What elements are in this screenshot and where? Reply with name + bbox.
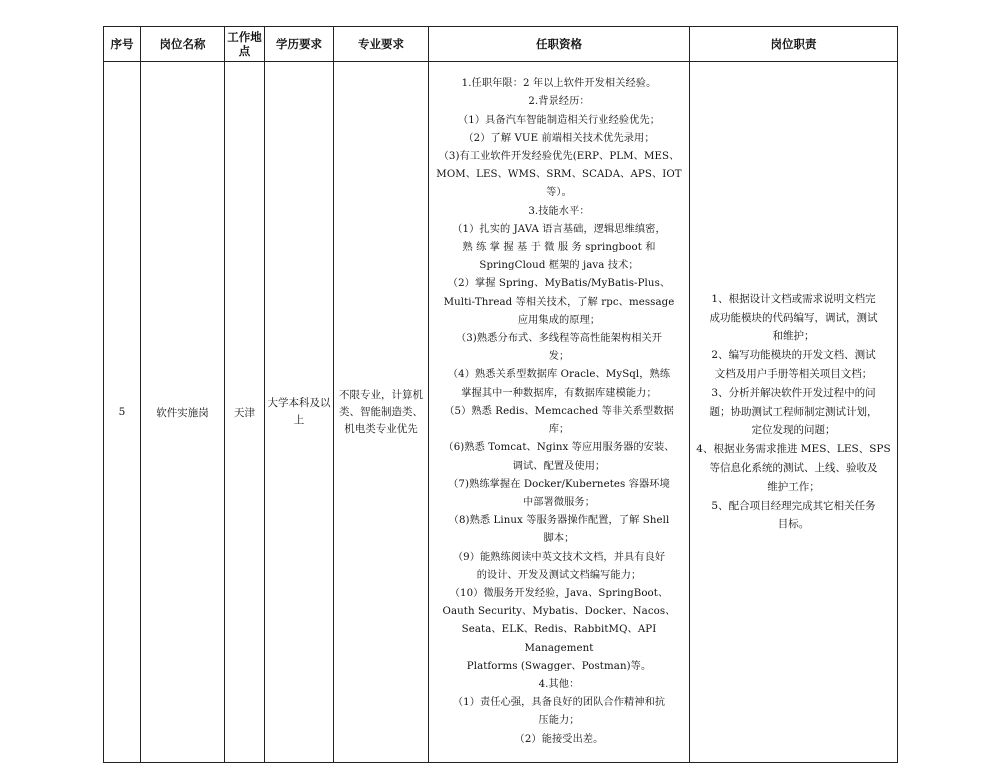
duty-line: 3、分析并解决软件开发过程中的问 [711, 386, 876, 399]
qualification-line: 库； [548, 424, 570, 436]
qualification-line: MOM、LES、WMS、SRM、SCADA、APS、IOT 等）。 [436, 169, 682, 199]
header-major: 专业要求 [334, 27, 429, 62]
qualification-line: 脚本； [543, 533, 575, 545]
duty-line: 5、配合项目经理完成其它相关任务 [711, 499, 876, 512]
qualification-line: （5）熟悉 Redis、Memcached 等非关系型数据 [444, 405, 674, 417]
qualification-line: （7)熟练掌握在 Docker/Kubernetes 容器环境 [448, 478, 670, 490]
header-location: 工作地点 [225, 27, 265, 62]
qualification-line: Multi-Thread 等相关技术，了解 rpc、message [443, 296, 675, 308]
cell-major: 不限专业，计算机类、智能制造类、机电类专业优先 [334, 62, 429, 763]
qualification-line: 4.其他： [538, 678, 580, 690]
duty-line: 1、根据设计文档或需求说明文档完 [711, 292, 876, 305]
duty-line: 目标。 [777, 518, 810, 531]
cell-education: 大学本科及以上 [265, 62, 334, 763]
qualification-line: Seata、ELK、Redis、RabbitMQ、API Management [461, 624, 657, 654]
duty-line: 维护工作； [767, 480, 820, 493]
table-header-row [104, 27, 898, 62]
qualification-line: （2）能接受出差。 [514, 733, 604, 745]
cell-duties [690, 62, 898, 763]
qualification-line: 压能力； [538, 715, 580, 727]
qualification-line: （3)有工业软件开发经验优先(ERP、PLM、MES、 [438, 151, 680, 163]
duty-line: 成功能模块的代码编写，调试，测试 [709, 311, 878, 324]
qualification-line: （1）扎实的 JAVA 语言基础，逻辑思维缜密， [452, 223, 666, 235]
duty-line: 2、编写功能模块的开发文档、测试 [711, 349, 876, 362]
table-row [104, 62, 898, 763]
qualification-line: 中部署微服务； [522, 496, 595, 508]
cell-index: 5 [104, 62, 141, 763]
qualification-line: SpringCloud 框架的 java 技术； [479, 260, 639, 272]
duty-line: 和维护； [772, 330, 815, 343]
qualification-line: 1.任职年限：2 年以上软件开发相关经验。 [461, 78, 657, 90]
header-duties: 岗位职责 [690, 27, 898, 62]
cell-position: 软件实施岗 [141, 62, 225, 763]
qualification-line: 熟 练 掌 握 基 于 微 服 务 springboot 和 [462, 242, 656, 254]
header-education: 学历要求 [265, 27, 334, 62]
qualification-line: （3)熟悉分布式、多线程等高性能架构相关开 [455, 333, 663, 345]
qualification-line: 的设计、开发及测试文档编写能力； [476, 569, 642, 581]
qualification-line: （8)熟悉 Linux 等服务器操作配置，了解 Shell [448, 515, 670, 527]
qualification-line: （2）了解 VUE 前端相关技术优先录用； [463, 132, 655, 144]
qualification-line: （6)熟悉 Tomcat、Nginx 等应用服务器的安装、 [443, 442, 675, 454]
qualification-line: 3.技能水平： [528, 205, 590, 217]
qualification-line: （10）微服务开发经验，Java、SpringBoot、 [449, 587, 669, 599]
qualification-line: （1）责任心强，具备良好的团队合作精神和抗 [452, 697, 666, 709]
qualification-line: 调试、配置及使用； [512, 460, 606, 472]
qualification-line: Platforms (Swagger、Postman)等。 [466, 660, 652, 672]
qualification-line: （1）具备汽车智能制造相关行业经验优先； [457, 114, 661, 126]
duty-line: 题；协助测试工程师制定测试计划， [709, 405, 878, 418]
duty-line: 文档及用户手册等相关项目文档； [714, 368, 873, 380]
qualification-line: （9）能熟练阅读中英文技术文档，并具有良好 [452, 551, 666, 563]
qualification-line: 2.背景经历： [528, 96, 590, 108]
cell-location: 天津 [225, 62, 265, 763]
qualification-line: 掌握其中一种数据库，有数据库建模能力； [461, 387, 657, 399]
qualification-line: 应用集成的原理； [517, 314, 601, 326]
header-index: 序号 [104, 27, 141, 62]
qualification-line: （4）熟悉关系型数据库 Oracle、MySql，熟练 [447, 369, 671, 381]
duty-line: 等信息化系统的测试、上线、验收及 [709, 461, 878, 474]
qualification-line: 发； [548, 351, 570, 363]
job-table [103, 26, 898, 763]
qualification-line: （2）掌握 Spring、MyBatis/MyBatis-Plus、 [447, 278, 671, 290]
duty-line: 定位发现的问题； [751, 424, 836, 437]
duty-line: 4、根据业务需求推进 MES、LES、SPS [696, 443, 891, 456]
cell-qualifications [429, 62, 690, 763]
qualification-line: Oauth Security、Mybatis、Docker、Nacos、 [442, 606, 676, 618]
header-qualifications: 任职资格 [429, 27, 690, 62]
header-position: 岗位名称 [141, 27, 225, 62]
